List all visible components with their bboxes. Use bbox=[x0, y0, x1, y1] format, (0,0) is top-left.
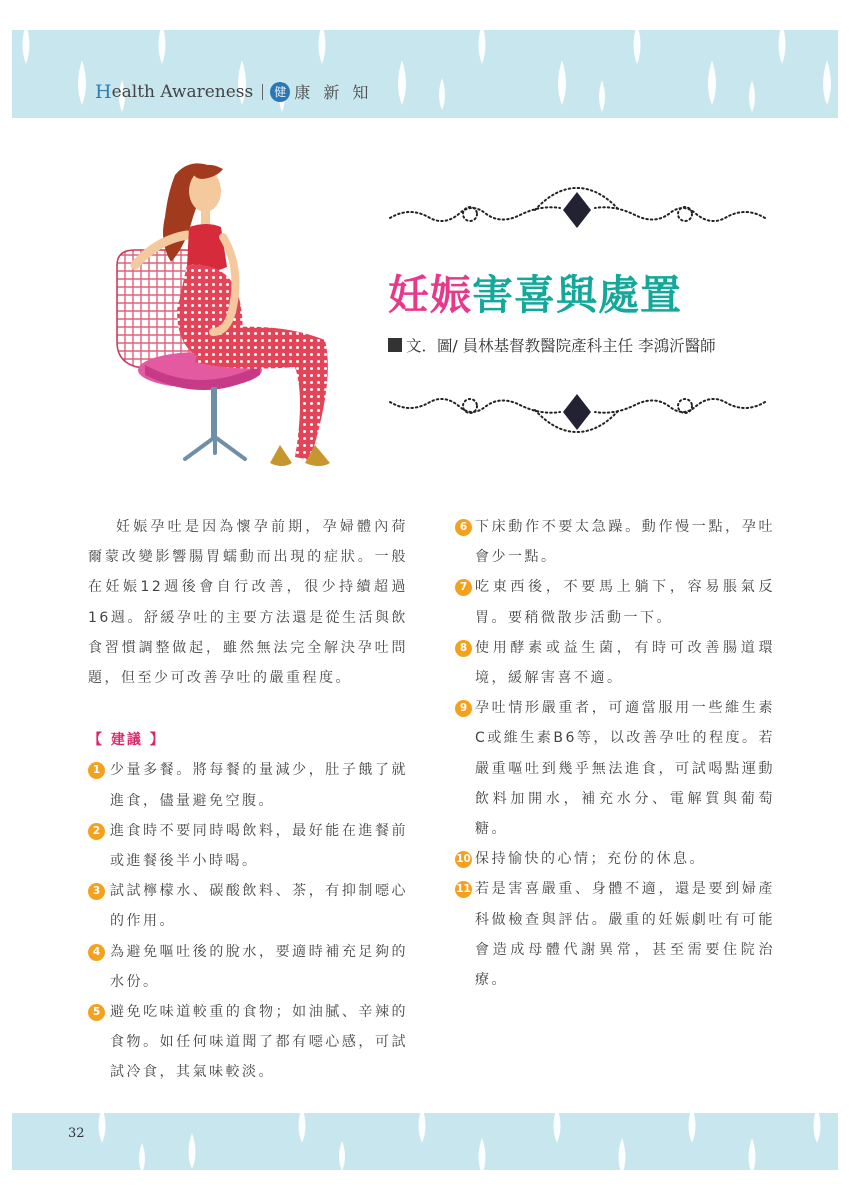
article-title bbox=[388, 262, 682, 321]
left-column bbox=[88, 512, 408, 1088]
tip-text: 使用酵素或益生菌，有時可改善腸道環境，緩解害喜不適。 bbox=[475, 639, 775, 687]
number-badge: 4 bbox=[88, 944, 105, 961]
list-item bbox=[455, 874, 775, 995]
header-badge: 健 bbox=[270, 82, 290, 102]
tip-text: 若是害喜嚴重、身體不適，還是要到婦產科做檢查與評估。嚴重的妊娠劇吐有可能會造成母體代謝異常，甚至需要住院治療。 bbox=[475, 881, 775, 989]
number-badge: 9 bbox=[455, 700, 472, 717]
tip-text: 下床動作不要太急躁。動作慢一點，孕吐會少一點。 bbox=[475, 519, 775, 566]
number-badge: 5 bbox=[88, 1004, 105, 1021]
footer-band bbox=[12, 1113, 838, 1170]
ornament-bottom bbox=[385, 380, 770, 440]
number-badge: 6 bbox=[455, 519, 472, 536]
pregnant-woman-illustration bbox=[105, 155, 365, 485]
intro-paragraph: 妊娠孕吐是因為懷孕前期，孕婦體內荷爾蒙改變影響腸胃蠕動而出現的症狀。一般在妊娠12週後會自行改善，很少持續超過16週。舒緩孕吐的主要方法還是從生活與飲食習慣調整做起，雖然無法完全解決孕吐問題，但至少可改善孕吐的嚴重程度。 bbox=[88, 519, 408, 687]
number-badge: 1 bbox=[88, 762, 105, 779]
title-part-pink: 妊娠 bbox=[388, 271, 472, 319]
header-divider bbox=[262, 84, 263, 100]
tip-text: 進食時不要同時喝飲料，最好能在進餐前或進餐後半小時喝。 bbox=[110, 822, 408, 870]
section-header bbox=[95, 80, 372, 103]
square-bullet-icon bbox=[388, 338, 402, 352]
list-item bbox=[88, 997, 408, 1088]
byline bbox=[388, 334, 716, 356]
list-item bbox=[88, 755, 408, 815]
header-title-initial: H bbox=[95, 80, 112, 103]
tip-text: 避免吃味道較重的食物；如油膩、辛辣的食物。如任何味道聞了都有噁心感，可試試冷食，其氣味較淡。 bbox=[110, 1004, 408, 1081]
droplet-pattern bbox=[12, 1113, 838, 1170]
tip-text: 少量多餐。將每餐的量減少，肚子餓了就進食，儘量避免空腹。 bbox=[110, 762, 408, 809]
list-item bbox=[455, 844, 775, 874]
tip-text: 試試檸檬水、碳酸飲料、茶，有抑制噁心的作用。 bbox=[110, 883, 408, 930]
header-band bbox=[12, 30, 838, 118]
number-badge: 10 bbox=[455, 851, 472, 868]
droplet-pattern bbox=[12, 30, 838, 118]
list-item bbox=[88, 876, 408, 936]
number-badge: 7 bbox=[455, 579, 472, 596]
list-item bbox=[88, 816, 408, 876]
header-title: ealth Awareness bbox=[111, 81, 254, 102]
list-item bbox=[455, 512, 775, 572]
right-column bbox=[455, 512, 775, 995]
title-part-teal: 害喜與處置 bbox=[472, 271, 682, 319]
list-item bbox=[88, 937, 408, 997]
tip-text: 吃東西後，不要馬上躺下，容易脹氣反胃。要稍微散步活動一下。 bbox=[475, 579, 775, 626]
list-item bbox=[455, 572, 775, 632]
section-heading: 【 建議 】 bbox=[88, 732, 166, 749]
byline-text: 文．圖/ 員林基督教醫院產科主任 李鴻沂醫師 bbox=[406, 337, 716, 355]
number-badge: 3 bbox=[88, 883, 105, 900]
page-number: 32 bbox=[68, 1126, 85, 1141]
tip-text: 為避免嘔吐後的脫水，要適時補充足夠的水份。 bbox=[110, 943, 408, 990]
list-item bbox=[455, 693, 775, 844]
number-badge: 2 bbox=[88, 823, 105, 840]
ornament-top bbox=[385, 180, 770, 240]
list-item bbox=[455, 633, 775, 693]
header-subtitle: 康 新 知 bbox=[294, 83, 373, 102]
number-badge: 8 bbox=[455, 640, 472, 657]
number-badge: 11 bbox=[455, 881, 472, 898]
tip-text: 孕吐情形嚴重者，可適當服用一些維生素C或維生素B6等，以改善孕吐的程度。若嚴重嘔吐到幾乎無法進食，可試喝點運動飲料加開水，補充水分、電解質與葡萄糖。 bbox=[475, 700, 775, 838]
tip-text: 保持愉快的心情；充份的休息。 bbox=[475, 851, 706, 868]
